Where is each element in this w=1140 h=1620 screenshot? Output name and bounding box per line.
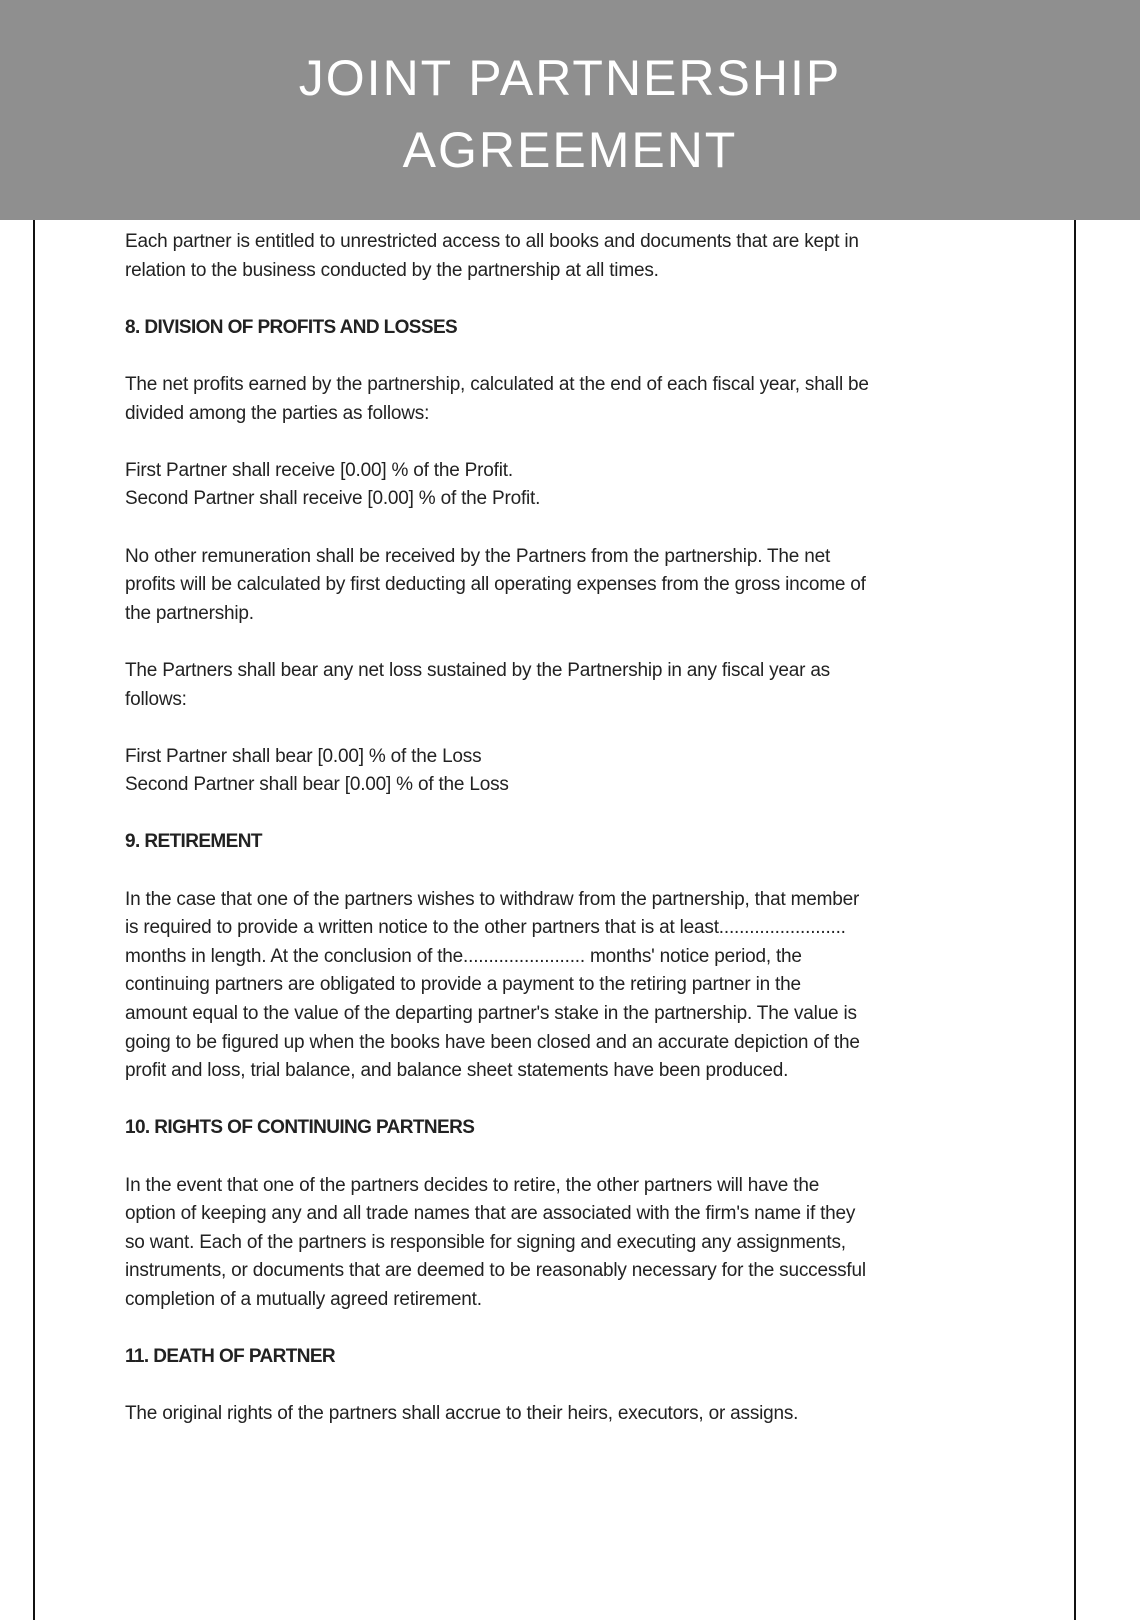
text-line: Second Partner shall receive [0.00] % of the Profit.: [125, 488, 541, 510]
text-line: 10. RIGHTS OF CONTINUING PARTNERS: [125, 1117, 475, 1139]
title-line: AGREEMENT: [402, 122, 738, 178]
paragraph: [125, 743, 1025, 800]
paragraph: [125, 1172, 1025, 1315]
text-line: follows:: [125, 688, 187, 710]
text-line: the partnership.: [125, 602, 254, 624]
text-line: In the event that one of the partners decides to retire, the other partners will have the: [125, 1174, 820, 1196]
text-line: First Partner shall receive [0.00] % of the Profit.: [125, 459, 513, 481]
text-line: completion of a mutually agreed retirement.: [125, 1288, 482, 1310]
text-line: profits will be calculated by first deducting all operating expenses from the gross income of: [125, 574, 866, 596]
document-title: [0, 0, 1140, 186]
text-line: The net profits earned by the partnership, calculated at the end of each fiscal year, shall be: [125, 373, 869, 395]
text-line: is required to provide a written notice to the other partners that is at least.........................: [125, 917, 846, 939]
text-line: 11. DEATH OF PARTNER: [125, 1346, 336, 1368]
section-heading: [125, 828, 1025, 857]
text-line: instruments, or documents that are deemed to be reasonably necessary for the successful: [125, 1260, 866, 1282]
document-body: [125, 228, 1025, 1458]
section-heading: [125, 1114, 1025, 1143]
text-line: going to be figured up when the books have been closed and an accurate depiction of the: [125, 1031, 860, 1053]
text-line: The original rights of the partners shall accrue to their heirs, executors, or assigns.: [125, 1403, 799, 1425]
text-line: In the case that one of the partners wishes to withdraw from the partnership, that member: [125, 888, 860, 910]
text-line: No other remuneration shall be received by the Partners from the partnership. The net: [125, 545, 831, 567]
paragraph: [125, 886, 1025, 1086]
text-line: months in length. At the conclusion of the........................ months' notice period, the: [125, 945, 802, 967]
text-line: divided among the parties as follows:: [125, 402, 430, 424]
document-page: [33, 220, 1076, 1620]
paragraph: [125, 457, 1025, 514]
text-line: 9. RETIREMENT: [125, 831, 262, 853]
section-heading: [125, 1343, 1025, 1372]
text-line: 8. DIVISION OF PROFITS AND LOSSES: [125, 316, 458, 338]
text-line: relation to the business conducted by the partnership at all times.: [125, 259, 659, 281]
text-line: continuing partners are obligated to provide a payment to the retiring partner in the: [125, 974, 801, 996]
text-line: First Partner shall bear [0.00] % of the Loss: [125, 745, 482, 767]
text-line: The Partners shall bear any net loss sustained by the Partnership in any fiscal year as: [125, 659, 830, 681]
text-line: option of keeping any and all trade names that are associated with the firm's name if they: [125, 1203, 856, 1225]
paragraph: [125, 371, 1025, 428]
text-line: profit and loss, trial balance, and balance sheet statements have been produced.: [125, 1060, 789, 1082]
title-banner: [0, 0, 1140, 220]
text-line: so want. Each of the partners is responsible for signing and executing any assignments,: [125, 1231, 846, 1253]
title-line: JOINT PARTNERSHIP: [298, 50, 842, 106]
section-heading: [125, 314, 1025, 343]
text-line: amount equal to the value of the departing partner's stake in the partnership. The value is: [125, 1003, 857, 1025]
text-line: Second Partner shall bear [0.00] % of the Loss: [125, 774, 509, 796]
paragraph: [125, 657, 1025, 714]
paragraph: [125, 1400, 1025, 1429]
paragraph: [125, 543, 1025, 629]
paragraph: [125, 228, 1025, 285]
text-line: Each partner is entitled to unrestricted access to all books and documents that are kept in: [125, 231, 859, 252]
